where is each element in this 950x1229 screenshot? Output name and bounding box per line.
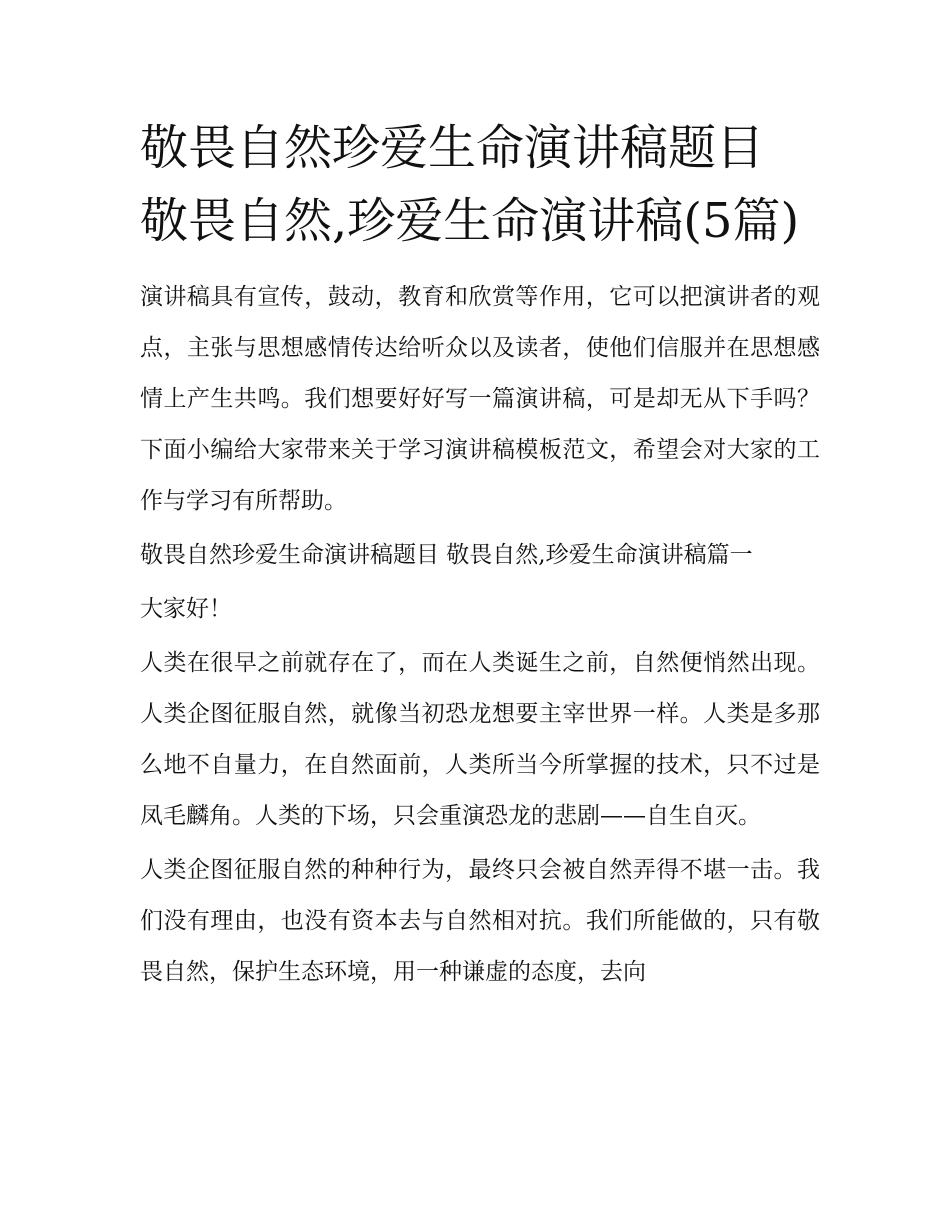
document-body — [140, 112, 820, 1001]
paragraph-body-2: 人类企图征服自然的种种行为，最终只会被自然弄得不堪一击。我们没有理由，也没有资本去与自然相对抗。我们所能做的，只有敬畏自然，保护生态环境，用一种谦虚的态度，去向 — [140, 857, 820, 985]
paragraph-greeting: 大家好！ — [140, 596, 232, 622]
document-title: 敬畏自然珍爱生命演讲稿题目 敬畏自然,珍爱生命演讲稿(5篇) — [140, 120, 800, 249]
section-heading: 敬畏自然珍爱生命演讲稿题目 敬畏自然,珍爱生命演讲稿篇一 — [140, 542, 753, 568]
paragraph-body-1: 人类在很早之前就存在了，而在人类诞生之前，自然便悄然出现。人类企图征服自然，就像当初恐龙想要主宰世界一样。人类是多那么地不自量力，在自然面前，人类所当今所掌握的技术，只不过是凤毛麟角。人类的下场，只会重演恐龙的悲剧——自生自灭。 — [140, 650, 820, 829]
paragraph-intro: 演讲稿具有宣传，鼓动，教育和欣赏等作用，它可以把演讲者的观点，主张与思想感情传达给听众以及读者，使他们信服并在思想感情上产生共鸣。我们想要好好写一篇演讲稿，可是却无从下手吗？下面小编给大家带来关于学习演讲稿模板范文，希望会对大家的工作与学习有所帮助。 — [140, 284, 820, 514]
